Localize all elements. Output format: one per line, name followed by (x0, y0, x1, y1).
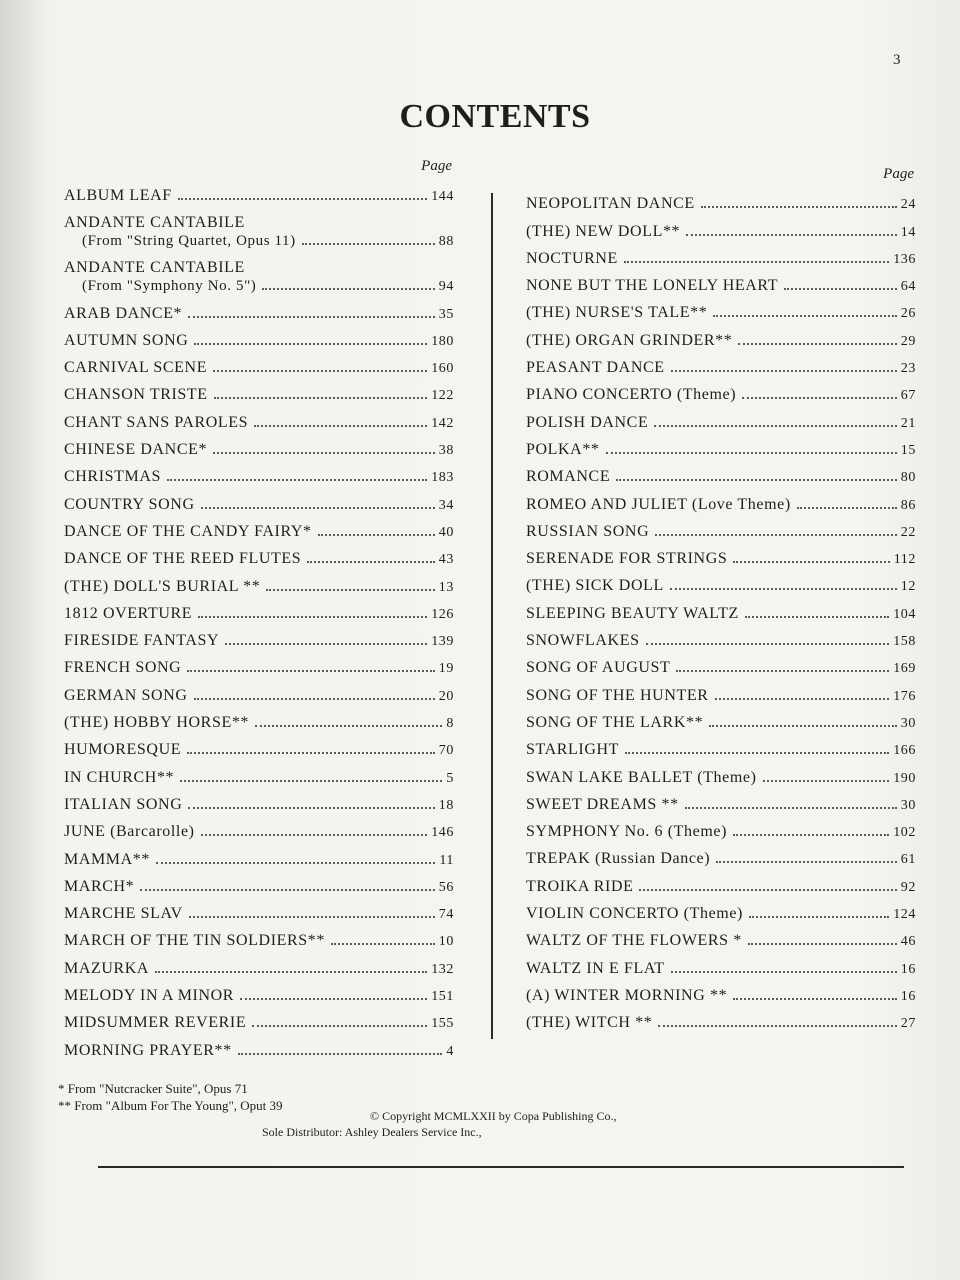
dot-leader (252, 1025, 427, 1027)
entry-page-number: 40 (438, 524, 454, 540)
entry-title: SNOWFLAKES (526, 632, 640, 650)
entry-title: SLEEPING BEAUTY WALTZ (526, 604, 739, 622)
entry-title: (THE) ORGAN GRINDER** (526, 331, 733, 349)
entry-title: ITALIAN SONG (64, 795, 183, 813)
entry-title: JUNE (Barcarolle) (64, 823, 195, 841)
dot-leader (188, 807, 434, 809)
entry-page-number: 19 (438, 661, 454, 677)
contents-entry (64, 250, 454, 295)
dot-leader (180, 780, 442, 782)
entry-title: SONG OF AUGUST (526, 659, 671, 677)
entry-title: CHANSON TRISTE (64, 386, 208, 404)
entry-page-number: 30 (900, 715, 916, 731)
dot-leader (213, 370, 427, 372)
contents-entry (64, 514, 454, 541)
entry-page-number: 74 (438, 907, 454, 923)
entry-title: RUSSIAN SONG (526, 522, 650, 540)
entry-page-number: 11 (439, 852, 454, 868)
dot-leader (625, 752, 889, 754)
entry-page-number: 43 (438, 552, 454, 568)
contents-entry (526, 350, 916, 377)
entry-page-number: 80 (900, 470, 916, 486)
entry-page-number: 23 (900, 361, 916, 377)
entry-title: (THE) NURSE'S TALE** (526, 304, 708, 322)
entry-page-number: 61 (900, 852, 916, 868)
entry-page-number: 46 (900, 934, 916, 950)
dot-leader (733, 998, 897, 1000)
entry-page-number: 158 (893, 634, 916, 650)
entry-title: AUTUMN SONG (64, 331, 189, 349)
page-number: 3 (893, 52, 901, 68)
entry-title: SERENADE FOR STRINGS (526, 550, 728, 568)
contents-entry (64, 541, 454, 568)
contents-entry (64, 650, 454, 677)
page-title: CONTENTS (399, 98, 591, 135)
entry-title: SONG OF THE HUNTER (526, 686, 709, 704)
dot-leader (654, 425, 896, 427)
entry-page-number: 142 (431, 415, 454, 431)
dot-leader (733, 834, 889, 836)
spine-shadow (0, 0, 44, 1280)
contents-list-left (64, 178, 454, 1060)
dot-leader (797, 507, 897, 509)
entry-page-number: 8 (446, 716, 454, 732)
dot-leader (255, 725, 442, 727)
entry-title: CHANT SANS PAROLES (64, 413, 249, 431)
dot-leader (733, 561, 889, 563)
entry-title: ARAB DANCE* (64, 304, 183, 322)
contents-entry (64, 350, 454, 377)
entry-title: POLKA** (526, 440, 600, 458)
dot-leader (194, 343, 427, 345)
contents-list-right (526, 186, 916, 1032)
entry-title: SYMPHONY No. 6 (Theme) (526, 823, 728, 841)
entry-title: PEASANT DANCE (526, 359, 665, 377)
entry-page-number: 27 (900, 1016, 916, 1032)
dot-leader (198, 616, 427, 618)
entry-title: ROMEO AND JULIET (Love Theme) (526, 495, 791, 513)
entry-page-number: 151 (431, 989, 454, 1005)
dot-leader (606, 452, 897, 454)
dot-leader (713, 315, 897, 317)
page-column-label: Page (421, 158, 452, 174)
contents-entry (526, 404, 916, 431)
contents-entry (526, 377, 916, 404)
dot-leader (187, 670, 435, 672)
dot-leader (188, 316, 435, 318)
dot-leader (655, 534, 897, 536)
contents-entry (64, 205, 454, 250)
entry-page-number: 144 (431, 189, 454, 205)
contents-entry (526, 268, 916, 295)
dot-leader (716, 861, 897, 863)
contents-entry (526, 568, 916, 595)
entry-title: CHRISTMAS (64, 468, 161, 486)
contents-entry (526, 650, 916, 677)
contents-entry (526, 295, 916, 322)
entry-page-number: 21 (900, 415, 916, 431)
entry-page-number: 16 (900, 961, 916, 977)
contents-entry (526, 923, 916, 950)
contents-entry (64, 869, 454, 896)
entry-title: HUMORESQUE (64, 741, 182, 759)
contents-entry (64, 623, 454, 650)
dot-leader (262, 288, 434, 290)
entry-title: MAZURKA (64, 959, 150, 977)
contents-entry (64, 568, 454, 595)
dot-leader (639, 889, 896, 891)
entry-title: DANCE OF THE REED FLUTES (64, 550, 302, 568)
entry-page-number: 88 (438, 234, 454, 250)
entry-subtitle: (From "Symphony No. 5") (82, 278, 257, 295)
entry-page-number: 183 (431, 470, 454, 486)
contents-entry (64, 814, 454, 841)
entry-page-number: 70 (438, 743, 454, 759)
entry-title: MAMMA** (64, 850, 150, 868)
entry-title: NOCTURNE (526, 249, 618, 267)
contents-entry (64, 896, 454, 923)
entry-title: (THE) SICK DOLL (526, 577, 664, 595)
entry-page-number: 56 (438, 879, 454, 895)
entry-title: (THE) WITCH ** (526, 1014, 653, 1032)
entry-page-number: 24 (900, 197, 916, 213)
dot-leader (240, 998, 427, 1000)
contents-entry (64, 787, 454, 814)
contents-entry (64, 923, 454, 950)
entry-title: MARCHE SLAV (64, 905, 183, 923)
entry-page-number: 169 (893, 661, 916, 677)
dot-leader (748, 943, 897, 945)
entry-page-number: 112 (893, 552, 916, 568)
dot-leader (686, 234, 897, 236)
dot-leader (167, 479, 427, 481)
entry-title: FRENCH SONG (64, 659, 182, 677)
entry-page-number: 34 (438, 497, 454, 513)
dot-leader (685, 807, 897, 809)
contents-entry (64, 759, 454, 786)
contents-entry (526, 814, 916, 841)
entry-title: SONG OF THE LARK** (526, 713, 704, 731)
contents-entry (64, 295, 454, 322)
entry-page-number: 14 (900, 224, 916, 240)
entry-title: 1812 OVERTURE (64, 604, 193, 622)
dot-leader (178, 198, 427, 200)
entry-subtitle: (From "String Quartet, Opus 11) (82, 233, 296, 250)
dot-leader (266, 589, 434, 591)
entry-title: IN CHURCH** (64, 768, 175, 786)
contents-entry (526, 213, 916, 240)
copyright-notice (262, 1108, 616, 1140)
dot-leader (331, 943, 435, 945)
entry-title: ALBUM LEAF (64, 187, 172, 205)
entry-title: CHINESE DANCE* (64, 441, 208, 459)
entry-subtitle-line (64, 278, 454, 295)
dot-leader (658, 1025, 896, 1027)
entry-page-number: 124 (893, 907, 916, 923)
contents-entry (64, 705, 454, 732)
entry-page-number: 26 (900, 306, 916, 322)
dot-leader (214, 397, 428, 399)
contents-column-left (64, 158, 454, 1060)
dot-leader (715, 698, 890, 700)
dot-leader (742, 397, 897, 399)
entry-title: VIOLIN CONCERTO (Theme) (526, 905, 743, 923)
entry-page-number: 4 (446, 1043, 454, 1059)
entry-title: (THE) HOBBY HORSE** (64, 714, 250, 732)
contents-entry (526, 322, 916, 349)
page-column-label: Page (883, 166, 914, 182)
distributor-line: Sole Distributor: Ashley Dealers Service Inc., (262, 1125, 482, 1139)
entry-title: SWAN LAKE BALLET (Theme) (526, 768, 757, 786)
entry-page-number: 67 (900, 388, 916, 404)
entry-page-number: 190 (893, 770, 916, 786)
entry-title: STARLIGHT (526, 741, 620, 759)
entry-title: NONE BUT THE LONELY HEART (526, 277, 779, 295)
contents-entry (526, 732, 916, 759)
dot-leader (624, 261, 889, 263)
entry-page-number: 38 (438, 443, 454, 459)
entry-title: SWEET DREAMS ** (526, 795, 679, 813)
entry-page-number: 132 (431, 961, 454, 977)
entry-page-number: 160 (431, 361, 454, 377)
dot-leader (213, 452, 435, 454)
entry-page-number: 35 (438, 306, 454, 322)
entry-title: WALTZ IN E FLAT (526, 959, 665, 977)
contents-entry (526, 486, 916, 513)
entry-page-number: 29 (900, 333, 916, 349)
entry-title: ANDANTE CANTABILE (64, 214, 245, 232)
bottom-rule (98, 1166, 904, 1168)
entry-page-number: 136 (893, 251, 916, 267)
entry-title: ANDANTE CANTABILE (64, 259, 245, 277)
contents-entry (64, 950, 454, 977)
contents-entry (64, 1032, 454, 1059)
entry-page-number: 92 (900, 879, 916, 895)
entry-page-number: 30 (900, 797, 916, 813)
contents-entry (526, 1005, 916, 1032)
contents-entry (64, 377, 454, 404)
entry-page-number: 155 (431, 1016, 454, 1032)
dot-leader (671, 370, 897, 372)
dot-leader (646, 643, 890, 645)
footnote-double-asterisk: ** From "Album For The Young", Oput 39 (58, 1098, 283, 1113)
footnote-single-asterisk: * From "Nutcracker Suite", Opus 71 (58, 1081, 248, 1096)
entry-title: CARNIVAL SCENE (64, 359, 208, 377)
dot-leader (709, 725, 897, 727)
entry-page-number: 102 (893, 825, 916, 841)
entry-title: COUNTRY SONG (64, 495, 195, 513)
contents-entry (526, 841, 916, 868)
entry-title: TROIKA RIDE (526, 877, 634, 895)
dot-leader (670, 588, 897, 590)
entry-page-number: 18 (438, 797, 454, 813)
dot-leader (225, 643, 427, 645)
dot-leader (616, 479, 897, 481)
entry-title: MELODY IN A MINOR (64, 987, 235, 1005)
entry-title: MORNING PRAYER** (64, 1041, 232, 1059)
entry-page-number: 86 (900, 497, 916, 513)
contents-entry (64, 596, 454, 623)
dot-leader (155, 971, 427, 973)
dot-leader (187, 752, 435, 754)
entry-title: MARCH* (64, 877, 135, 895)
entry-title: PIANO CONCERTO (Theme) (526, 386, 737, 404)
entry-title: (THE) DOLL'S BURIAL ** (64, 577, 261, 595)
column-divider (491, 193, 493, 1039)
dot-leader (763, 780, 890, 782)
dot-leader (201, 507, 435, 509)
dot-leader (671, 971, 897, 973)
contents-entry (526, 623, 916, 650)
entry-page-number: 104 (893, 606, 916, 622)
copyright-line: © Copyright MCMLXXII by Copa Publishing Co., (370, 1109, 617, 1123)
entry-page-number: 10 (438, 934, 454, 950)
contents-entry (64, 178, 454, 205)
entry-page-number: 139 (431, 634, 454, 650)
contents-entry (526, 896, 916, 923)
entry-title: NEOPOLITAN DANCE (526, 195, 695, 213)
entry-page-number: 20 (438, 688, 454, 704)
footnotes (58, 1080, 283, 1114)
entry-title: FIRESIDE FANTASY (64, 632, 220, 650)
contents-entry (64, 459, 454, 486)
contents-entry (526, 541, 916, 568)
dot-leader (749, 916, 889, 918)
dot-leader (701, 206, 897, 208)
contents-entry (526, 432, 916, 459)
dot-leader (238, 1053, 443, 1055)
entry-page-number: 5 (446, 770, 454, 786)
contents-entry (526, 868, 916, 895)
entry-title: MARCH OF THE TIN SOLDIERS** (64, 932, 325, 950)
dot-leader (318, 534, 435, 536)
contents-entry (64, 841, 454, 868)
entry-page-number: 64 (900, 279, 916, 295)
entry-page-number: 180 (431, 333, 454, 349)
dot-leader (156, 862, 435, 864)
contents-entry (526, 595, 916, 622)
entry-title: DANCE OF THE CANDY FAIRY* (64, 522, 312, 540)
dot-leader (784, 288, 897, 290)
contents-entry (64, 432, 454, 459)
entry-page-number: 146 (431, 825, 454, 841)
entry-page-number: 16 (900, 988, 916, 1004)
contents-entry (526, 459, 916, 486)
entry-page-number: 122 (431, 388, 454, 404)
dot-leader (189, 916, 435, 918)
entry-title: (A) WINTER MORNING ** (526, 986, 728, 1004)
dot-leader (738, 343, 896, 345)
contents-entry (526, 978, 916, 1005)
entry-title: GERMAN SONG (64, 686, 188, 704)
dot-leader (676, 670, 889, 672)
contents-entry (64, 732, 454, 759)
entry-page-number: 13 (438, 579, 454, 595)
contents-entry (64, 677, 454, 704)
entry-page-number: 176 (893, 688, 916, 704)
dot-leader (194, 698, 435, 700)
entry-subtitle-line (64, 233, 454, 250)
entry-page-number: 94 (438, 279, 454, 295)
entry-page-number: 126 (431, 606, 454, 622)
contents-entry (64, 323, 454, 350)
contents-entry (526, 514, 916, 541)
contents-entry (526, 950, 916, 977)
contents-entry (526, 759, 916, 786)
entry-page-number: 15 (900, 442, 916, 458)
entry-page-number: 166 (893, 743, 916, 759)
dot-leader (254, 425, 427, 427)
contents-entry (64, 1005, 454, 1032)
contents-entry (64, 404, 454, 431)
contents-entry (64, 486, 454, 513)
entry-title: POLISH DANCE (526, 413, 649, 431)
contents-entry (64, 978, 454, 1005)
dot-leader (302, 243, 435, 245)
dot-leader (201, 834, 428, 836)
dot-leader (307, 561, 435, 563)
contents-entry (526, 705, 916, 732)
contents-column-right (526, 166, 916, 1032)
contents-entry (526, 241, 916, 268)
entry-title: ROMANCE (526, 468, 611, 486)
contents-entry (526, 677, 916, 704)
entry-page-number: 22 (900, 524, 916, 540)
contents-entry (526, 186, 916, 213)
dot-leader (140, 889, 435, 891)
entry-title: TREPAK (Russian Dance) (526, 850, 711, 868)
contents-entry (526, 787, 916, 814)
entry-title: WALTZ OF THE FLOWERS * (526, 932, 742, 950)
entry-title: (THE) NEW DOLL** (526, 222, 681, 240)
dot-leader (745, 616, 889, 618)
entry-page-number: 12 (900, 579, 916, 595)
entry-title: MIDSUMMER REVERIE (64, 1014, 247, 1032)
